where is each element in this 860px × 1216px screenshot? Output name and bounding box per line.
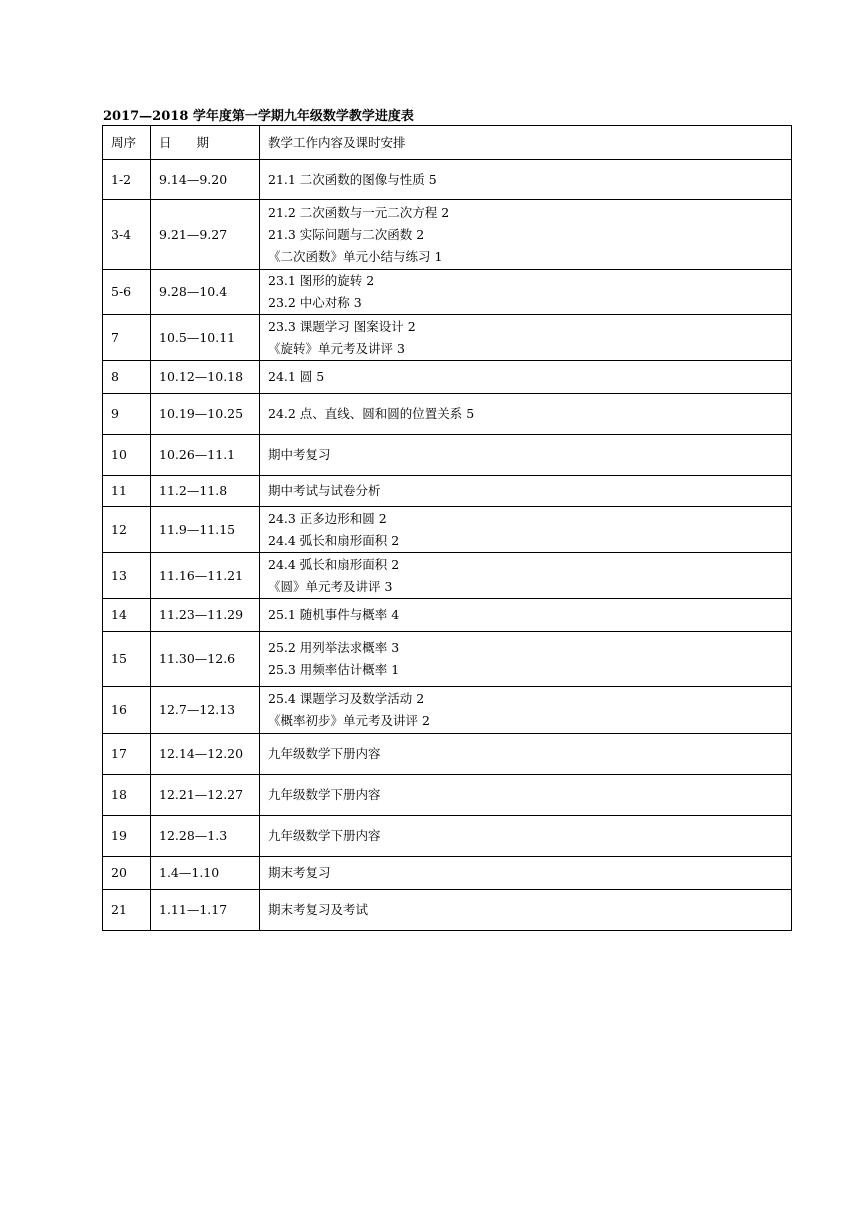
table-row (103, 476, 792, 507)
table-row (103, 394, 792, 435)
content-line: 期中考试与试卷分析 (268, 483, 381, 498)
content-line: 21.1 二次函数的图像与性质 5 (268, 171, 437, 187)
table-row (103, 775, 792, 816)
date-cell: 11.30—12.6 (151, 632, 260, 687)
table-row (103, 270, 792, 315)
date-cell: 10.19—10.25 (151, 394, 260, 435)
week-cell: 3-4 (103, 200, 151, 270)
date-cell: 11.23—11.29 (151, 599, 260, 632)
content-line: 24.2 点、直线、圆和圆的位置关系 5 (268, 406, 475, 421)
content-cell (260, 553, 792, 599)
table-row (103, 160, 792, 200)
table-row (103, 734, 792, 775)
week-cell: 20 (103, 857, 151, 890)
week-cell: 9 (103, 394, 151, 435)
content-cell (260, 315, 792, 361)
content-line: 23.3 课题学习 图案设计 2 (268, 318, 416, 334)
date-cell: 11.2—11.8 (151, 476, 260, 507)
content-line: 25.2 用列举法求概率 3 (268, 640, 400, 655)
week-cell: 11 (103, 476, 151, 507)
week-cell: 14 (103, 599, 151, 632)
date-cell: 9.14—9.20 (151, 160, 260, 200)
content-line: 《概率初步》单元考及讲评 2 (268, 713, 430, 728)
table-row (103, 890, 792, 931)
content-line: 九年级数学下册内容 (268, 787, 381, 802)
content-cell (260, 270, 792, 315)
date-cell: 12.7—12.13 (151, 687, 260, 734)
content-cell (260, 890, 792, 931)
content-cell (260, 200, 792, 270)
content-line: 25.3 用频率估计概率 1 (268, 662, 400, 677)
content-line: 21.3 实际问题与二次函数 2 (268, 226, 425, 242)
date-cell: 10.26—11.1 (151, 435, 260, 476)
content-cell (260, 435, 792, 476)
week-cell: 19 (103, 816, 151, 857)
week-cell: 21 (103, 890, 151, 931)
content-line: 25.4 课题学习及数学活动 2 (268, 691, 425, 706)
date-cell: 11.9—11.15 (151, 507, 260, 553)
content-cell (260, 816, 792, 857)
week-cell: 7 (103, 315, 151, 361)
week-cell: 5-6 (103, 270, 151, 315)
week-cell: 12 (103, 507, 151, 553)
schedule-table (102, 125, 792, 931)
date-cell: 10.12—10.18 (151, 361, 260, 394)
content-line: 23.2 中心对称 3 (268, 295, 362, 310)
content-line: 《旋转》单元考及讲评 3 (268, 340, 405, 356)
header-row (103, 126, 792, 160)
week-cell: 17 (103, 734, 151, 775)
content-cell (260, 857, 792, 890)
week-cell: 13 (103, 553, 151, 599)
header-content: 教学工作内容及课时安排 (260, 126, 792, 160)
content-line: 21.2 二次函数与一元二次方程 2 (268, 204, 450, 220)
content-cell (260, 394, 792, 435)
content-line: 23.1 图形的旋转 2 (268, 273, 375, 288)
date-cell: 10.5—10.11 (151, 315, 260, 361)
week-cell: 8 (103, 361, 151, 394)
content-cell (260, 599, 792, 632)
content-cell (260, 775, 792, 816)
table-row (103, 632, 792, 687)
week-cell: 10 (103, 435, 151, 476)
week-cell: 18 (103, 775, 151, 816)
content-line: 24.4 弧长和扇形面积 2 (268, 556, 400, 572)
content-line: 期中考复习 (268, 447, 331, 462)
table-row (103, 435, 792, 476)
content-line: 24.1 圆 5 (268, 369, 325, 384)
content-cell (260, 160, 792, 200)
content-line: 期末考复习及考试 (268, 902, 369, 917)
week-cell: 1-2 (103, 160, 151, 200)
content-cell (260, 361, 792, 394)
content-line: 九年级数学下册内容 (268, 746, 381, 761)
date-cell: 9.28—10.4 (151, 270, 260, 315)
date-cell: 12.21—12.27 (151, 775, 260, 816)
table-row (103, 687, 792, 734)
content-line: 24.3 正多边形和圆 2 (268, 510, 387, 526)
content-line: 25.1 随机事件与概率 4 (268, 607, 400, 622)
content-line: 期末考复习 (268, 865, 331, 880)
date-cell: 12.14—12.20 (151, 734, 260, 775)
date-cell: 12.28—1.3 (151, 816, 260, 857)
content-line: 24.4 弧长和扇形面积 2 (268, 532, 400, 548)
content-cell (260, 734, 792, 775)
table-row (103, 599, 792, 632)
header-week: 周序 (103, 126, 151, 160)
date-cell: 1.4—1.10 (151, 857, 260, 890)
date-cell: 1.11—1.17 (151, 890, 260, 931)
table-row (103, 200, 792, 270)
content-cell (260, 507, 792, 553)
week-cell: 15 (103, 632, 151, 687)
date-cell: 11.16—11.21 (151, 553, 260, 599)
date-cell: 9.21—9.27 (151, 200, 260, 270)
table-row (103, 315, 792, 361)
content-line: 《二次函数》单元小结与练习 1 (268, 248, 443, 264)
week-cell: 16 (103, 687, 151, 734)
schedule-table-body (103, 126, 792, 931)
table-row (103, 553, 792, 599)
table-row (103, 507, 792, 553)
header-date: 日 期 (151, 126, 260, 160)
table-row (103, 857, 792, 890)
content-line: 《圆》单元考及讲评 3 (268, 578, 393, 594)
content-line: 九年级数学下册内容 (268, 828, 381, 843)
table-row (103, 816, 792, 857)
content-cell (260, 476, 792, 507)
table-row (103, 361, 792, 394)
page-title: 2017—2018 学年度第一学期九年级数学教学进度表 (103, 109, 414, 124)
content-cell (260, 687, 792, 734)
content-cell (260, 632, 792, 687)
